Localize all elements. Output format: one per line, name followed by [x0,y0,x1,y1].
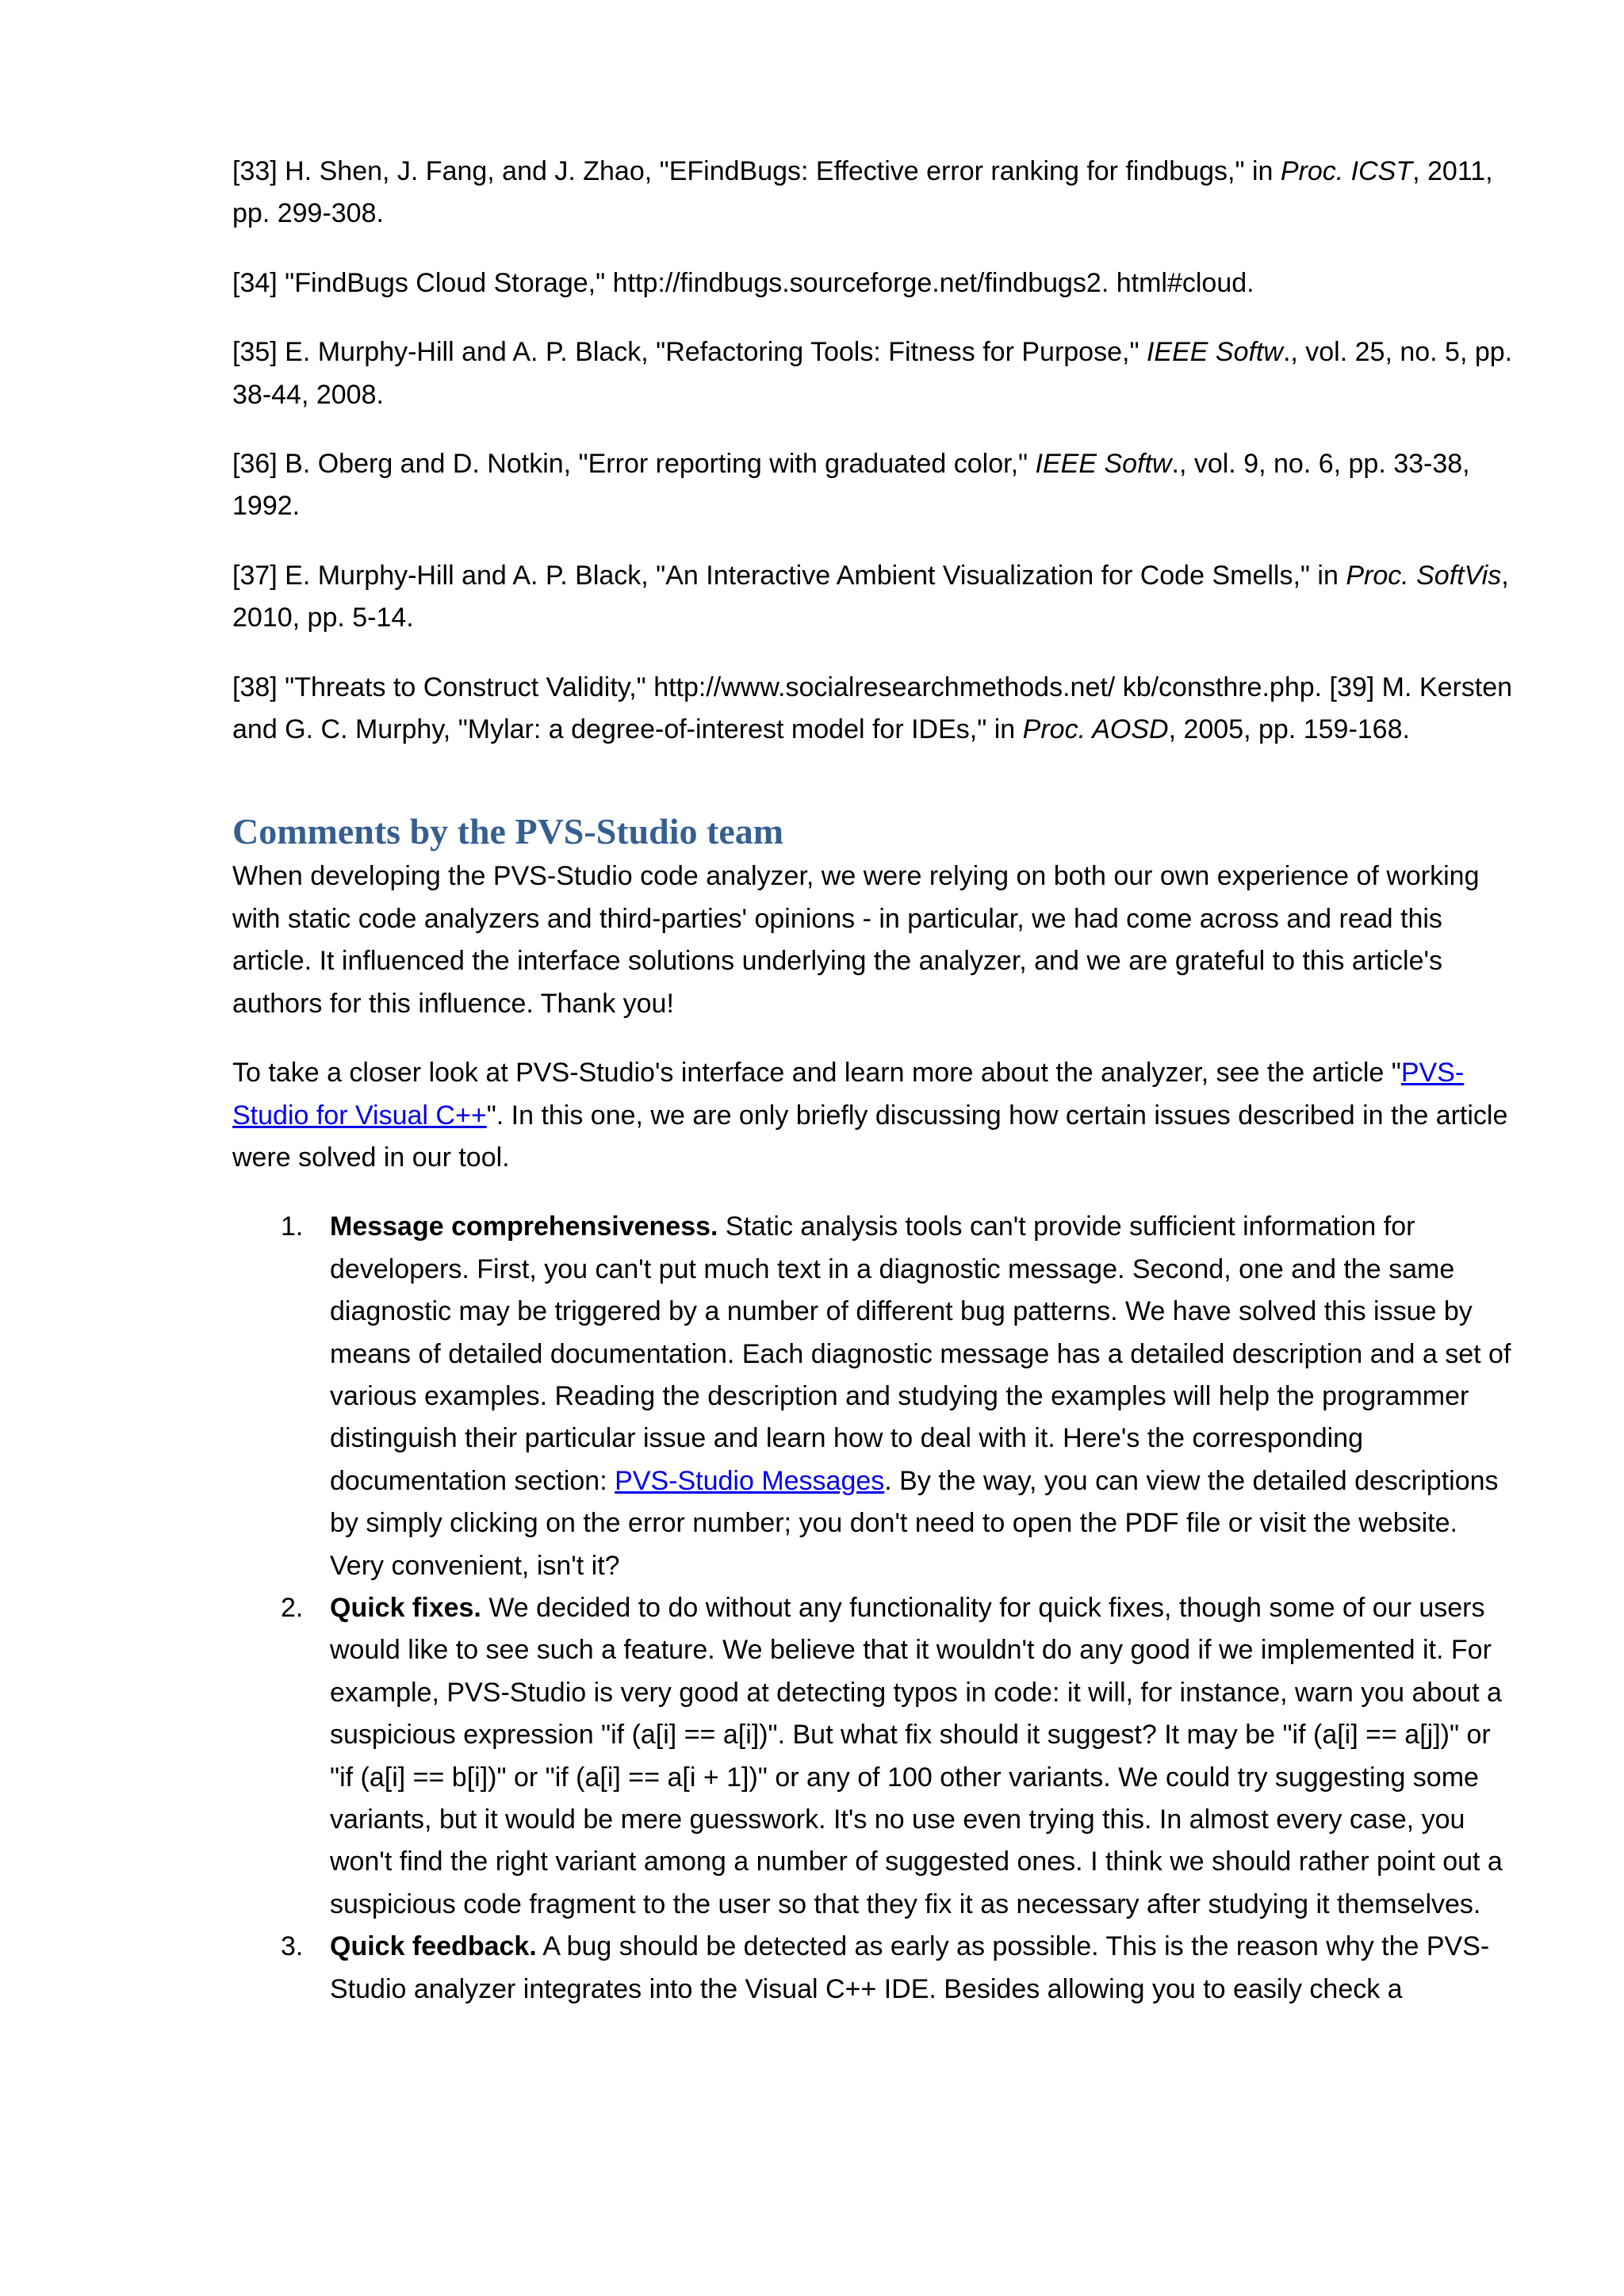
pvs-studio-visual-cpp-link[interactable]: PVS-Studio for Visual C++ [232,1058,1465,1131]
numbered-list [232,1206,1519,2011]
list-item-title: Quick fixes. [330,1592,481,1623]
reference-34: [34] "FindBugs Cloud Storage," http://findbugs.sourceforge.net/findbugs2. html#cloud. [232,267,1254,298]
article-link-paragraph: To take a closer look at PVS-Studio's interface and learn more about the analyzer, see the article "PVS-Studio for Visual C++". In this one, we are only briefly discussing how certain issues described in the article were solved in our tool. [232,1058,1508,1173]
reference-35: [35] E. Murphy-Hill and A. P. Black, "Refactoring Tools: Fitness for Purpose," IEEE Softw., vol. 25, no. 5, pp. 38-44, 2008. [232,337,1513,410]
reference-37: [37] E. Murphy-Hill and A. P. Black, "An Interactive Ambient Visualization for Code Smells," in Proc. SoftVis, 2010, pp. 5-14. [232,560,1509,633]
document-page [232,151,1519,2011]
pvs-studio-messages-link[interactable]: PVS-Studio Messages [615,1465,885,1496]
list-item-title: Quick feedback. [330,1931,537,1962]
list-item-message-comprehensiveness: 1. Message comprehensiveness. Static analysis tools can't provide sufficient information for developers. First, you can't put much text in a diagnostic message. Second, one and the same diagnostic may be triggered by a number of different bug patterns. We have solved this issue by means of detailed documentation. Each diagnostic message has a detailed description and a set of various examples. Reading the description and studying the examples will help the programmer distinguish their particular issue and learn how to deal with it. Here's the corresponding documentation section: PVS-Studio Messages. By the way, you can view the detailed descriptions by simply clicking on the error number; you don't need to open the PDF file or visit the website. Very convenient, isn't it? [232,1206,1519,1587]
reference-33: [33] H. Shen, J. Fang, and J. Zhao, "EFindBugs: Effective error ranking for findbugs," in Proc. ICST, 2011, pp. 299-308. [232,156,1493,229]
list-number: 3. [281,1931,304,1962]
list-item-quick-feedback: 3. Quick feedback. A bug should be detected as early as possible. This is the reason why the PVS-Studio analyzer integrates into the Visual C++ IDE. Besides allowing you to easily check a [232,1926,1519,2011]
list-item-quick-fixes: 2. Quick fixes. We decided to do without any functionality for quick fixes, though some of our users would like to see such a feature. We believe that it wouldn't do any good if we implemented it. For example, PVS-Studio is very good at detecting typos in code: it will, for instance, warn you about a suspicious expression "if (a[i] == a[i])". But what fix should it suggest? It may be "if (a[i] == a[j])" or "if (a[i] == b[i])" or "if (a[i] == a[i + 1])" or any of 100 other variants. We could try suggesting some variants, but it would be mere guesswork. It's no use even trying this. In almost every case, you won't find the right variant among a number of suggested ones. I think we should rather point out a suspicious code fragment to the user so that they fix it as necessary after studying it themselves. [232,1587,1519,1926]
list-number: 1. [281,1211,304,1242]
list-number: 2. [281,1592,304,1623]
list-item-title: Message comprehensiveness. [330,1211,718,1242]
reference-36: [36] B. Oberg and D. Notkin, "Error reporting with graduated color," IEEE Softw., vol. 9, no. 6, pp. 33-38, 1992. [232,449,1470,522]
references-list [232,151,1519,751]
reference-38: [38] "Threats to Construct Validity," http://www.socialresearchmethods.net/ kb/consthre.php. [39] M. Kersten and G. C. Murphy, "Mylar: a degree-of-interest model for IDEs," in Proc. AOSD, 2005, pp. 159-168. [232,672,1513,745]
intro-paragraph: When developing the PVS-Studio code analyzer, we were relying on both our own experience of working with static code analyzers and third-parties' opinions - in particular, we had come across and read this article. It influenced the interface solutions underlying the analyzer, and we are grateful to this article's authors for this influence. Thank you! [232,861,1480,1019]
section-heading: Comments by the PVS-Studio team [232,811,784,852]
